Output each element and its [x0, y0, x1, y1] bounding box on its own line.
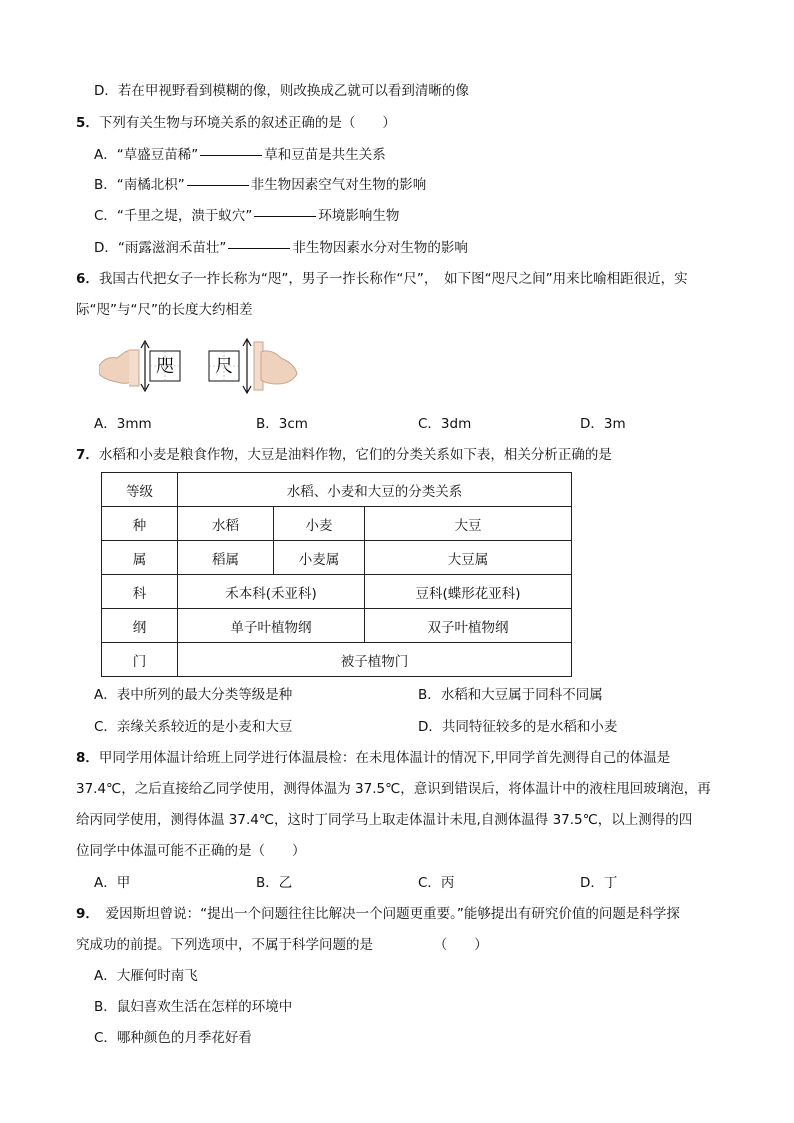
q5-option-c: [94, 206, 399, 226]
hand-span-illustration: [99, 338, 299, 394]
q9-option-c: C．哪种颜色的月季花好看: [94, 1030, 252, 1046]
question-number: 6．: [76, 271, 99, 287]
q7-option-d: D．共同特征较多的是水稻和小麦: [418, 719, 618, 735]
q6-option-d: D．3m: [580, 416, 626, 432]
table-cell: 纲: [102, 609, 178, 643]
option-lead: C．“千里之堤，溃于蚁穴”: [94, 208, 253, 224]
q5-option-d: [94, 238, 468, 258]
question-8: [76, 748, 670, 768]
dash-line: [200, 155, 262, 156]
table-cell: 小麦: [274, 507, 365, 541]
table-row: [102, 575, 572, 609]
dash-line: [187, 185, 249, 186]
q4-option-d: D．若在甲视野看到模糊的像，则改换成乙就可以看到清晰的像: [94, 83, 469, 99]
option-text: 草和豆苗是共生关系: [264, 147, 386, 163]
char-chi: 尺: [215, 356, 233, 377]
table-cell: 禾本科(禾亚科): [178, 575, 365, 609]
question-stem: 水稻和小麦是粮食作物，大豆是油料作物，它们的分类关系如下表，相关分析正确的是: [98, 447, 612, 463]
q6-option-b: B．3cm: [256, 416, 308, 432]
q6-option-a: A．3mm: [94, 416, 152, 432]
question-6: [76, 269, 688, 289]
classification-table: [101, 472, 572, 677]
option-text: 非生物因素水分对生物的影响: [292, 240, 468, 256]
q9-option-a: A．大雁何时南飞: [94, 968, 198, 984]
q7-option-b: B．水稻和大豆属于同科不同属: [418, 687, 603, 703]
dash-line: [228, 248, 290, 249]
table-cell: 大豆: [365, 507, 572, 541]
table-cell: 豆科(蝶形花亚科): [365, 575, 572, 609]
q8-option-d: D．丁: [580, 875, 618, 891]
left-hand-icon: [99, 350, 139, 386]
q6-option-c: C．3dm: [418, 416, 472, 432]
table-row: [102, 643, 572, 677]
table-row: [102, 609, 572, 643]
question-stem: 我国古代把女子一拃长称为“咫”，男子一拃长称作“尺”， 如下图“咫尺之间”用来比喻相距很近，实: [98, 271, 688, 287]
question-9-line2: 究成功的前提。下列选项中，不属于科学问题的是 （ ）: [76, 937, 488, 953]
question-number: 7．: [76, 447, 99, 463]
table-row: [102, 473, 572, 507]
question-number: 5．: [76, 115, 99, 131]
hand-span-figure: [99, 338, 299, 398]
question-5: [76, 113, 396, 133]
question-stem: 甲同学用体温计给班上同学进行体温晨检：在未甩体温计的情况下,甲同学首先测得自己的体温是: [98, 750, 671, 766]
table-cell: 水稻: [178, 507, 274, 541]
q7-option-a: A．表中所列的最大分类等级是种: [94, 687, 293, 703]
option-lead: A．“草盛豆苗稀”: [94, 147, 199, 163]
q9-option-b: B．鼠妇喜欢生活在怎样的环境中: [94, 999, 293, 1015]
question-8-line3: 给丙同学使用，测得体温 37.4℃，这时丁同学马上取走体温计未甩,自测体温得 37.5℃，以上测得的四: [76, 812, 693, 828]
q5-option-a: [94, 145, 386, 165]
right-hand-icon: [254, 342, 297, 390]
table-cell: 双子叶植物纲: [365, 609, 572, 643]
question-8-line2: 37.4℃，之后直接给乙同学使用，测得体温为 37.5℃，意识到错误后，将体温计中的液柱甩回玻璃泡，再: [76, 781, 711, 797]
option-text: 非生物因素空气对生物的影响: [250, 177, 427, 193]
q8-option-a: A．甲: [94, 875, 131, 891]
table-row: [102, 541, 572, 575]
question-number: 9．: [76, 906, 93, 922]
table-cell: 门: [102, 643, 178, 677]
question-number: 8．: [76, 750, 99, 766]
table-cell: 水稻、小麦和大豆的分类关系: [178, 473, 572, 507]
question-stem: 下列有关生物与环境关系的叙述正确的是（ ）: [98, 115, 396, 131]
table-cell: 单子叶植物纲: [178, 609, 365, 643]
table-cell: 科: [102, 575, 178, 609]
char-zhi: 咫: [156, 356, 174, 377]
table-cell: 被子植物门: [178, 643, 572, 677]
option-lead: B．“南橘北枳”: [94, 177, 185, 193]
table-cell: 属: [102, 541, 178, 575]
q8-option-b: B．乙: [256, 875, 293, 891]
table-cell: 小麦属: [274, 541, 365, 575]
table-row: [102, 507, 572, 541]
question-7: [76, 445, 612, 465]
q5-option-b: [94, 175, 426, 195]
q7-option-c: C．亲缘关系较近的是小麦和大豆: [94, 719, 293, 735]
question-9: [76, 904, 680, 924]
question-8-line4: 位同学中体温可能不正确的是（ ）: [76, 843, 306, 859]
q8-option-c: C．丙: [418, 875, 455, 891]
table-cell: 等级: [102, 473, 178, 507]
dash-line: [254, 216, 316, 217]
table-cell: 种: [102, 507, 178, 541]
option-lead: D．“雨露滋润禾苗壮”: [94, 240, 227, 256]
question-stem: 爱因斯坦曾说：“提出一个问题往往比解决一个问题更重要。”能够提出有研究价值的问题是科学探: [92, 906, 680, 922]
question-6-line2: 际“咫”与“尺”的长度大约相差: [76, 302, 253, 318]
table-cell: 稻属: [178, 541, 274, 575]
option-text: 环境影响生物: [318, 208, 400, 224]
table-cell: 大豆属: [365, 541, 572, 575]
